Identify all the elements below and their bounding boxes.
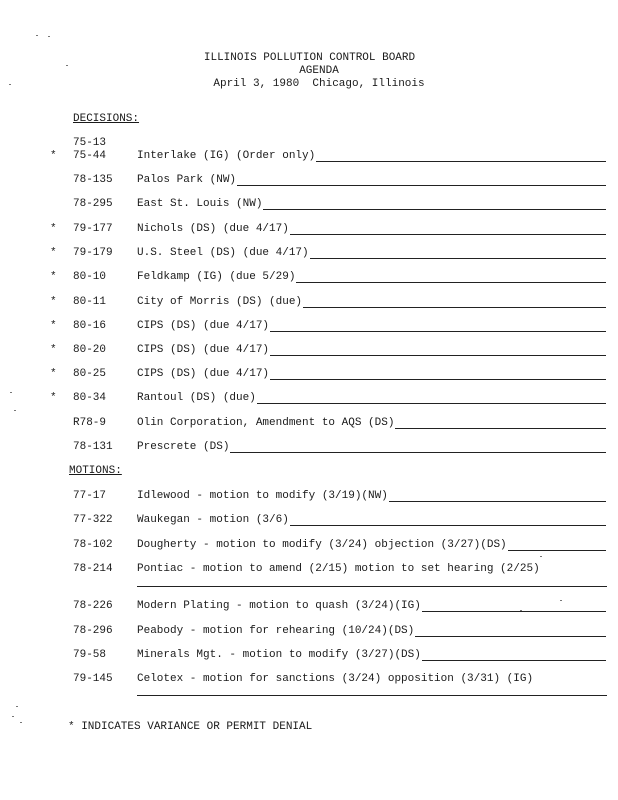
case-number: 78-226 [73, 600, 113, 612]
case-number: 80-20 [73, 344, 107, 356]
decision-row [0, 223, 618, 237]
case-number: 80-16 [73, 320, 107, 332]
case-number: R78-9 [73, 417, 107, 429]
case-description: Feldkamp (IG) (due 5/29) [137, 271, 296, 283]
case-number: 79-179 [73, 247, 113, 259]
variance-star: * [50, 368, 57, 380]
motion-description: Modern Plating - motion to quash (3/24)(IG) [137, 600, 421, 612]
decisions-heading: DECISIONS: [73, 113, 140, 125]
scan-speck [560, 600, 562, 601]
variance-star: * [50, 344, 57, 356]
case-number: 78-102 [73, 539, 113, 551]
case-description: Prescrete (DS) [137, 441, 230, 453]
date-location: April 3, 1980 Chicago, Illinois [213, 78, 425, 90]
variance-star: * [50, 296, 57, 308]
variance-star: * [50, 320, 57, 332]
motion-description: Minerals Mgt. - motion to modify (3/27)(DS) [137, 649, 421, 661]
motion-description: Waukegan - motion (3/6) [137, 514, 289, 526]
case-number: 79-145 [73, 673, 113, 685]
decision-row [0, 296, 618, 310]
entry-line [137, 695, 607, 696]
case-description: CIPS (DS) (due 4/17) [137, 320, 270, 332]
case-number: 80-34 [73, 392, 107, 404]
case-description: Interlake (IG) (Order only) [137, 150, 316, 162]
case-number: 79-58 [73, 649, 107, 661]
board-title: ILLINOIS POLLUTION CONTROL BOARD [203, 52, 416, 64]
scan-speck [9, 84, 11, 85]
decision-row [0, 392, 618, 406]
case-description: U.S. Steel (DS) (due 4/17) [137, 247, 309, 259]
case-number: 80-11 [73, 296, 107, 308]
motion-row [0, 649, 618, 663]
motion-description: Pontiac - motion to amend (2/15) motion to set hearing (2/25) [137, 563, 540, 575]
decision-row [0, 174, 618, 188]
footer-note: * INDICATES VARIANCE OR PERMIT DENIAL [68, 721, 313, 733]
variance-star: * [50, 247, 57, 259]
motion-description: Peabody - motion for rehearing (10/24)(DS) [137, 625, 415, 637]
case-number: 75-44 [73, 150, 107, 162]
decision-row [0, 247, 618, 261]
decision-row [0, 368, 618, 382]
case-description: Palos Park (NW) [137, 174, 237, 186]
document-header [0, 52, 618, 91]
scan-speck [10, 392, 12, 393]
motion-row [0, 563, 618, 577]
case-number: 78-296 [73, 625, 113, 637]
case-number: 80-10 [73, 271, 107, 283]
decision-row [0, 441, 618, 455]
variance-star: * [50, 223, 57, 235]
case-number: 80-25 [73, 368, 107, 380]
motion-description: Dougherty - motion to modify (3/24) objection (3/27)(DS) [137, 539, 507, 551]
case-number: 78-135 [73, 174, 113, 186]
case-description: City of Morris (DS) (due) [137, 296, 303, 308]
variance-star: * [50, 271, 57, 283]
scan-speck [20, 722, 22, 723]
case-description: CIPS (DS) (due 4/17) [137, 368, 270, 380]
decision-row [0, 320, 618, 334]
decision-row [0, 198, 618, 212]
motion-description: Idlewood - motion to modify (3/19)(NW) [137, 490, 388, 502]
scan-speck [540, 556, 542, 557]
case-number: 78-295 [73, 198, 113, 210]
decision-row [0, 150, 618, 164]
case-number: 79-177 [73, 223, 113, 235]
scan-speck [16, 706, 18, 707]
entry-line [137, 586, 607, 587]
case-description: CIPS (DS) (due 4/17) [137, 344, 270, 356]
case-number: 78-131 [73, 441, 113, 453]
motion-row [0, 625, 618, 639]
case-number: 77-17 [73, 490, 107, 502]
scan-speck [12, 716, 14, 717]
case-description: Olin Corporation, Amendment to AQS (DS) [137, 417, 395, 429]
variance-star: * [50, 392, 57, 404]
motion-row [0, 490, 618, 504]
motion-description: Celotex - motion for sanctions (3/24) opposition (3/31) (IG) [137, 673, 534, 685]
motion-row [0, 539, 618, 553]
case-description: Rantoul (DS) (due) [137, 392, 256, 404]
scan-speck [14, 410, 16, 411]
decision-row [0, 271, 618, 285]
case-number: 78-214 [73, 563, 113, 575]
motions-heading: MOTIONS: [69, 465, 122, 477]
motion-row [0, 600, 618, 614]
scan-speck [36, 35, 38, 36]
case-description: Nichols (DS) (due 4/17) [137, 223, 289, 235]
scan-speck [66, 65, 68, 66]
case-number: 77-322 [73, 514, 113, 526]
variance-star: * [50, 150, 57, 162]
decision-row [0, 417, 618, 431]
scan-speck [48, 36, 50, 37]
agenda-title: AGENDA [299, 65, 339, 77]
motion-row [0, 673, 618, 687]
motion-row [0, 514, 618, 528]
case-description: East St. Louis (NW) [137, 198, 263, 210]
decision-row [0, 344, 618, 358]
case-number-first: 75-13 [73, 137, 107, 149]
